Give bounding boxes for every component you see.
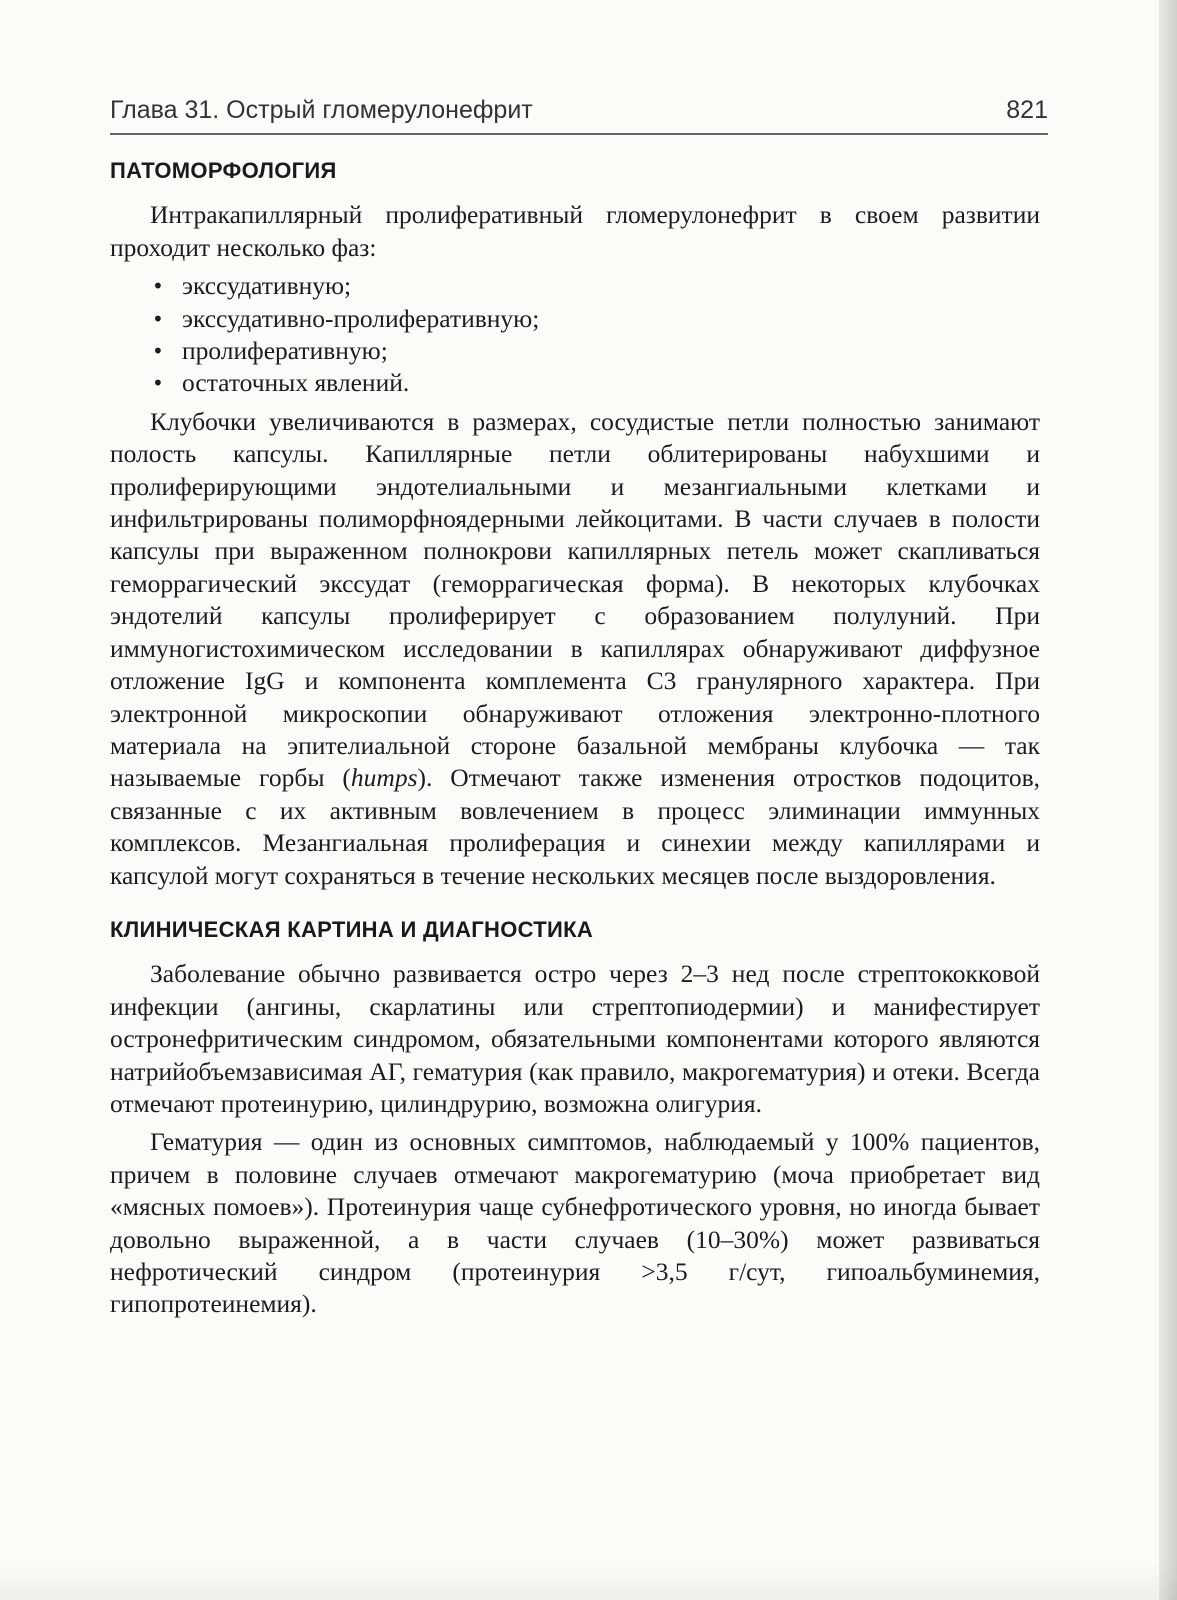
clinical-paragraph-1: Заболевание обычно развивается остро через 2–3 нед после стрептококковой инфекции (ангины, скарлатины или стрептопиодермии) и манифестирует остронефритическим синдромом, обязательными компонентами которого являются натрийобъемзависимая АГ, гематурия (как правило, макрогематурия) и отеки. Всегда отмечают протеинурию, цилиндрурию, возможна олигурия.	[110, 959, 1040, 1118]
section-heading-clinical: КЛИНИЧЕСКАЯ КАРТИНА И ДИАГНОСТИКА	[110, 916, 594, 942]
clinical-paragraph-2: Гематурия — один из основных симптомов, наблюдаемый у 100% пациентов, причем в половине случаев отмечают макрогематурию (моча приобретает вид «мясных помоев»). Протеинурия чаще субнефротического уровня, но иногда бывает довольно выраженной, а в части случаев (10–30%) может развиваться нефротический синдром (протеинурия >3,5 г/сут, гипоальбуминемия, гипопротеинемия).	[110, 1127, 1040, 1319]
page-bottom-shadow	[0, 1560, 1177, 1600]
humps-term: humps	[350, 763, 418, 793]
chapter-title: Глава 31. Острый гломерулонефрит	[110, 96, 533, 124]
bullet-icon: •	[152, 339, 164, 364]
pathomorphology-paragraph: Клубочки увеличиваются в размерах, сосудистые петли полностью занимают полость капсулы. Капиллярные петли облитерированы набухшими и пролиферирующими эндотелиальными и мезангиальными клетками и инфильтрированы полиморфноядерными лейкоцитами. В части случаев в полости капсулы при выраженном полнокрови капиллярных петель может скапливаться геморрагический экссудат (геморрагическая форма). В некоторых клубочках эндотелий капсулы пролиферирует с образованием полулуний. При иммуногистохимическом исследовании в капиллярах обнаруживают диффузное отложение IgG и компонента комплемента C3 гранулярного характера. При электронной микроскопии обнаруживают отложения электронно-плотного материала на эпителиальной стороне базальной мембраны клубочка — так называемые горбы (humps). Отмечают также изменения отростков подоцитов, связанные с их активным вовлечением в процесс элиминации иммунных комплексов. Мезангиальная пролиферация и синехии между капиллярами и капсулой могут сохраняться в течение нескольких месяцев после выздоровления.	[110, 406, 1040, 890]
section-heading-pathomorphology: ПАТОМОРФОЛОГИЯ	[110, 158, 337, 183]
bullet-icon: •	[152, 371, 164, 396]
phases-list	[110, 270, 1040, 400]
list-item: • пролиферативную;	[150, 335, 1040, 367]
bullet-icon: •	[152, 306, 164, 331]
pathomorphology-intro: Интракапиллярный пролиферативный гломерулонефрит в своем развитии проходит несколько фаз:	[110, 200, 1040, 262]
running-head	[110, 90, 1048, 130]
page-edge-shadow	[1159, 0, 1177, 1600]
header-rule	[110, 133, 1048, 135]
list-item: • экссудативно-пролиферативную;	[150, 303, 1040, 335]
page-body	[110, 155, 1040, 1321]
page-number: 821	[1006, 96, 1048, 124]
list-item: • экссудативную;	[150, 270, 1040, 302]
bullet-icon: •	[152, 274, 164, 299]
list-item: • остаточных явлений.	[150, 367, 1040, 399]
